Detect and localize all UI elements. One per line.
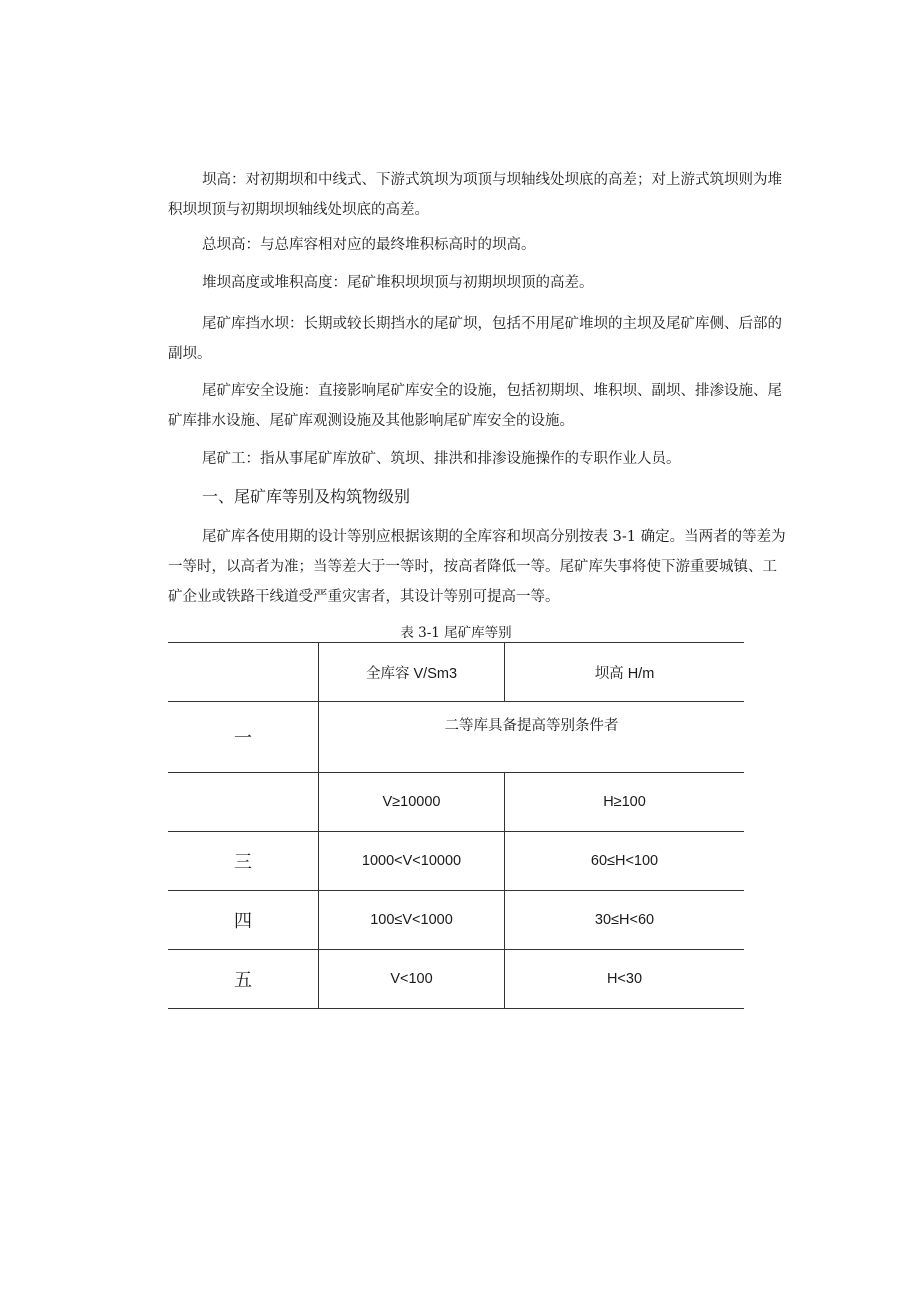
volume-cell: V<100 [319,950,505,1009]
height-cell: 30≤H<60 [505,891,745,950]
text-line: 尾矿库安全设施：直接影响尾矿库安全的设施，包括初期坝、堆积坝、副坝、排渗设施、尾 [202,383,782,399]
text-line: 积坝坝顶与初期坝坝轴线处坝底的高差。 [168,202,429,218]
text-line: 尾矿库各使用期的设计等别应根据该期的全库容和坝高分别按表 3-1 确定。当两者的等差为 [202,529,786,545]
paragraph-grade-rules [168,522,858,612]
table-header-row [168,643,744,702]
text-line: 一等时，以高者为准；当等差大于一等时，按高者降低一等。尾矿库失事将使下游重要城镇、工 [168,559,777,575]
section-heading: 一、尾矿库等别及构筑物级别 [202,487,411,506]
grade-cell [168,773,319,832]
paragraph-total-dam-height [168,230,858,260]
header-cell-volume: 全库容 V/Sm3 [319,643,505,702]
table-row [168,832,744,891]
table-row [168,702,744,773]
text-line: 矿库排水设施、尾矿库观测设施及其他影响尾矿库安全的设施。 [168,413,574,429]
text-line: 矿企业或铁路干线道受严重灾害者，其设计等别可提高一等。 [168,589,560,605]
grade-cell: 四 [168,891,319,950]
text-line: 堆坝高度或堆积高度：尾矿堆积坝坝顶与初期坝坝顶的高差。 [202,275,594,291]
table-caption: 表 3-1 尾矿库等别 [400,625,512,641]
grade-cell: 三 [168,832,319,891]
height-cell: H<30 [505,950,745,1009]
grade-table [168,642,744,1009]
table-row [168,773,744,832]
text-line: 尾矿工：指从事尾矿库放矿、筑坝、排洪和排渗设施操作的专职作业人员。 [202,451,681,467]
text-line: 副坝。 [168,346,212,362]
height-cell: H≥100 [505,773,745,832]
text-line: 总坝高：与总库容相对应的最终堆积标高时的坝高。 [202,237,536,253]
grade-cell: 五 [168,950,319,1009]
note-cell: 二等库具备提高等别条件者 [319,702,745,773]
height-cell: 60≤H<100 [505,832,745,891]
volume-cell: V≥10000 [319,773,505,832]
paragraph-retaining-dam [168,309,858,369]
paragraph-accumulation-height [168,268,858,298]
header-cell-grade [168,643,319,702]
grade-cell: 一 [168,702,319,773]
volume-cell: 100≤V<1000 [319,891,505,950]
header-cell-height: 坝高 H/m [505,643,745,702]
paragraph-tailings-worker [168,444,858,474]
table-row [168,891,744,950]
table-row [168,950,744,1009]
text-line: 坝高：对初期坝和中线式、下游式筑坝为项顶与坝轴线处坝底的高差；对上游式筑坝则为堆 [202,172,782,188]
volume-cell: 1000<V<10000 [319,832,505,891]
paragraph-safety-facilities [168,376,858,436]
text-line: 尾矿库挡水坝：长期或较长期挡水的尾矿坝，包括不用尾矿堆坝的主坝及尾矿库侧、后部的 [202,316,782,332]
paragraph-dam-height [168,165,858,225]
